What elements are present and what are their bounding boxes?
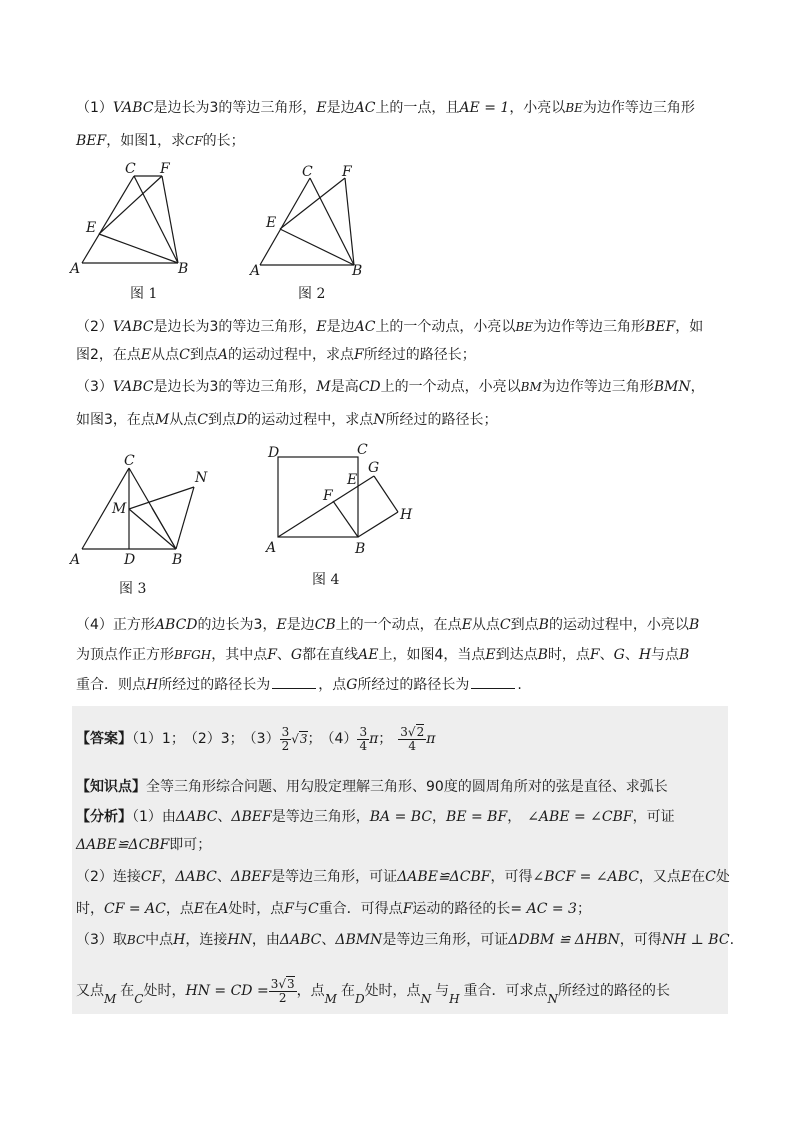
q1-line-2: BEF，如图1，求CF的长； [76, 133, 245, 149]
fig4-caption: 图 4 [312, 572, 340, 588]
fig1-label-e: E [86, 220, 97, 236]
analysis-line-6: 又点M 在C处时，HN = CD = $\frac{3√3}{2}$ ，点M 在D处时，点N 与H 重合．可求点N所经过的路径的长 [76, 976, 671, 1006]
fig4-edge-fb [333, 501, 358, 537]
fig4-label-a: A [266, 540, 277, 556]
answer-4a-fraction: $\frac{3}{4}$ [359, 724, 368, 753]
fig3-edge-nb [176, 487, 194, 549]
fig2-edge-cb [310, 178, 354, 265]
fig4-label-e: E [347, 472, 358, 488]
fig2-caption: 图 2 [298, 286, 326, 302]
q1-line-1: （1）VABC是边长为3的等边三角形，E是边AC上的一点，且AE = 1，小亮以BE为边作等边三角形 [76, 100, 695, 116]
fig1-caption: 图 1 [130, 286, 158, 302]
fig3-edge-mb [129, 509, 176, 549]
fig3-label-m: M [112, 501, 127, 517]
fig1-edge-fb [162, 176, 178, 263]
fig4-edge-gh [374, 476, 398, 512]
analysis-line-1: 【分析】（1）由ΔABC、ΔBEF是等边三角形，BA = BC，BE = BF， ∠ABE = ∠CBF，可证 [76, 809, 675, 825]
fig4-label-f: F [323, 488, 333, 504]
fig3-label-n: N [195, 470, 208, 486]
fig1-edge-ef [99, 176, 162, 234]
fig2-label-f: F [342, 164, 352, 180]
fig2-label-a: A [250, 263, 261, 279]
q4-line-1: （4）正方形ABCD的边长为3，E是边CB上的一个动点，在点E从点C到点B的运动过程中，小亮以B [76, 617, 700, 633]
fig3-label-c: C [124, 453, 135, 469]
q2-line-1: （2）VABC是边长为3的等边三角形，E是边AC上的一个动点，小亮以BE为边作等边三角形BEF，如 [76, 319, 704, 335]
figure-4 [262, 440, 432, 594]
fig2-edge-ef [280, 178, 345, 229]
fig4-line-ag [278, 476, 374, 537]
fig1-label-a: A [70, 261, 81, 277]
fig3-label-d: D [124, 552, 136, 568]
answer-blank-h[interactable] [272, 674, 316, 689]
answer-4b-fraction: $\frac{3√2}{4}$ [400, 724, 425, 753]
fig4-edge-hb [358, 512, 398, 537]
fig3-edge-hn [152, 508, 176, 549]
answer-line: 【答案】（1）1； （2）3； （3） $\frac{3}{2}$ √3； （4） $\frac{3}{4}$ π； $\frac{3√2}{4}$ π [76, 724, 436, 753]
fig1-label-c: C [125, 161, 136, 177]
fig2-label-c: C [302, 164, 313, 180]
figure-2 [250, 160, 380, 309]
figure-3 [68, 450, 218, 604]
fig4-label-h: H [400, 507, 413, 523]
knowledge-line: 【知识点】全等三角形综合问题、用勾股定理解三角形、90度的圆周角所对的弦是直径、求弧长 [76, 779, 668, 795]
fig2-edge-eb [280, 229, 354, 265]
analysis-line-3: （2）连接CF，ΔABC、ΔBEF是等边三角形，可证ΔABE≌ΔCBF，可得∠BCF = ∠ABC，又点E在C处 [76, 869, 730, 885]
figure-2-svg [250, 160, 380, 305]
answer-3-fraction: $\frac{3}{2}$ [281, 724, 290, 753]
fig4-label-b: B [355, 541, 366, 557]
fig1-edge-cb [134, 176, 178, 263]
analysis-line-5: （3）取BC中点H，连接HN，由ΔABC、ΔBMN是等边三角形，可证ΔDBM ≌ ΔHBN，可得NH ⊥ BC. [76, 932, 735, 948]
fig3-label-b: B [172, 552, 183, 568]
analysis-line-2: ΔABE≌ΔCBF即可； [76, 837, 212, 853]
fig2-edge-fb [345, 178, 354, 265]
fig4-label-c: C [357, 442, 368, 458]
q3-line-1: （3）VABC是边长为3的等边三角形，M是高CD上的一个动点，小亮以BM为边作等边三角形BMN， [76, 379, 705, 395]
fig3-caption: 图 3 [119, 581, 147, 597]
fig2-label-b: B [352, 263, 363, 279]
analysis-line-4: 时，CF = AC，点E在A处时，点F与C重合．可得点F运动的路径的长= AC = 3； [76, 901, 591, 917]
fig3-label-a: A [70, 552, 81, 568]
figure-1 [70, 160, 200, 309]
fig1-label-b: B [178, 261, 189, 277]
q4-line-2: 为顶点作正方形BFGH，其中点F、G都在直线AE上，如图4，当点E到达点B时，点F、G、H与点B [76, 647, 690, 663]
fig4-square-abcd [278, 457, 358, 537]
q3-line-2: 如图3，在点M从点C到点D的运动过程中，求点N所经过的路径长； [76, 412, 498, 428]
figure-1-svg [70, 160, 200, 305]
analysis-fraction: $\frac{3√3}{2}$ [270, 976, 295, 1005]
fig1-label-f: F [160, 161, 170, 177]
figure-3-svg [68, 450, 218, 600]
q2-line-2: 图2，在点E从点C到点A的运动过程中，求点F所经过的路径长； [76, 347, 476, 363]
fig3-edge-mn [129, 487, 194, 509]
fig2-label-e: E [266, 215, 277, 231]
fig4-label-d: D [268, 445, 280, 461]
q4-line-3: 重合．则点H所经过的路径长为 ，点G所经过的路径长为 . [76, 674, 736, 696]
figure-4-svg [262, 440, 432, 590]
answer-blank-g[interactable] [471, 674, 515, 689]
fig4-label-g: G [368, 460, 380, 476]
